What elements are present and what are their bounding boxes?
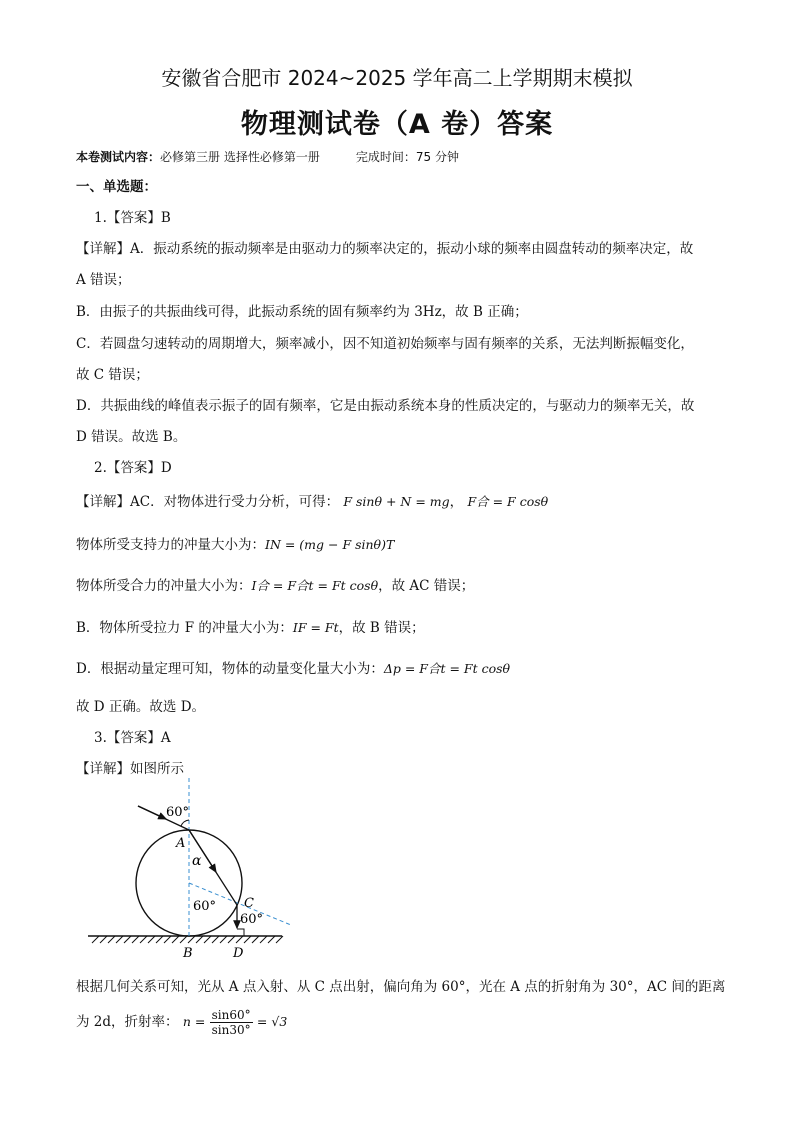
q2-equation-2: F合 = F cosθ <box>467 494 549 509</box>
q2-detail-3-text: 物体所受合力的冲量大小为： <box>76 578 252 594</box>
q3-n: n = <box>182 1014 206 1029</box>
q2-detail-5 <box>76 657 510 677</box>
document-subtitle: 物理测试卷（A 卷）答案 <box>240 109 554 140</box>
right-angle-mark <box>237 929 244 936</box>
time-value: 75 分钟 <box>415 150 459 164</box>
q2-detail-6: 故 D 正确。故选 D。 <box>76 699 206 715</box>
incident-arrow <box>138 806 166 819</box>
q2-equation-3: IN = (mg − F sinθ)T <box>265 537 395 552</box>
q2-detail-5-text: D．根据动量定理可知，物体的动量变化量大小为： <box>76 661 384 677</box>
q1-detail-3: B．由振子的共振曲线可得，此振动系统的固有频率约为 3Hz，故 B 正确； <box>76 304 528 320</box>
q3-answer: 3.【答案】A <box>94 730 171 746</box>
q2-detail-4 <box>76 616 425 636</box>
content-value: 必修第三册 选择性必修第一册 <box>160 150 320 164</box>
q1-detail-1: 【详解】A．振动系统的振动频率是由驱动力的频率决定的，振动小球的频率由圆盘转动的频率决定，故 <box>76 241 694 257</box>
q1-detail-5: 故 C 错误； <box>76 367 149 383</box>
q2-detail-1-text: 【详解】AC．对物体进行受力分析，可得： <box>76 494 340 510</box>
q2-equation-4: I合 = F合t = Ft cosθ <box>251 578 379 593</box>
angle-arc-top <box>181 820 189 826</box>
optics-diagram <box>86 770 306 960</box>
time-label: 完成时间： <box>355 150 416 164</box>
label-d: D <box>233 946 244 960</box>
label-c: C <box>244 896 254 911</box>
q2-equation-1: F sinθ + N = mg <box>343 494 450 509</box>
q2-equation-6: Δp = F合t = Ft cosθ <box>383 661 511 676</box>
q2-equation-5: IF = Ft <box>292 620 339 635</box>
label-60-right: 60° <box>240 912 264 927</box>
q1-detail-7: D 错误。故选 B。 <box>76 429 187 445</box>
q2-detail-4-text: B．物体所受拉力 F 的冲量大小为： <box>76 620 293 636</box>
q3-fraction <box>210 1008 253 1037</box>
q2-detail-3 <box>76 574 474 594</box>
q3-result: = √3 <box>256 1014 288 1029</box>
q2-answer: 2.【答案】D <box>94 460 172 476</box>
q1-detail-4: C．若圆盘匀速转动的周期增大，频率减小，因不知道初始频率与固有频率的关系，无法判断振幅变化， <box>76 336 694 352</box>
q1-answer: 1.【答案】B <box>94 210 171 226</box>
section-heading: 一、单选题： <box>76 179 157 195</box>
document-title: 安徽省合肥市 2024~2025 学年高二上学期期末模拟 <box>161 66 633 90</box>
q1-detail-2: A 错误； <box>76 272 131 288</box>
q3-detail-1: 【详解】如图所示 <box>76 761 184 777</box>
label-60-mid: 60° <box>193 899 217 914</box>
test-meta <box>76 148 459 165</box>
q3-fraction-num: sin60° <box>211 1008 251 1022</box>
q2-detail-1: 【详解】AC．对物体进行受力分析，可得： F sinθ + N = mg， F合 = F cosθ <box>76 494 549 510</box>
q2-detail-2-text: 物体所受支持力的冲量大小为： <box>76 537 265 553</box>
label-a: A <box>176 836 186 851</box>
q3-detail-3 <box>76 1008 287 1037</box>
label-b: B <box>183 946 193 960</box>
ground-hatch <box>92 936 283 943</box>
q3-fraction-den: sin30° <box>211 1023 251 1037</box>
q3-detail-3-text: 为 2d，折射率： <box>76 1014 179 1030</box>
q1-detail-6: D．共振曲线的峰值表示振子的固有频率，它是由振动系统本身的性质决定的，与驱动力的频率无关，故 <box>76 398 695 414</box>
q2-detail-3-tail: ，故 AC 错误； <box>378 578 475 594</box>
label-alpha: α <box>192 853 202 869</box>
label-60-top: 60° <box>166 805 190 820</box>
q3-detail-2: 根据几何关系可知，光从 A 点入射、从 C 点出射，偏向角为 60°，光在 A 点的折射角为 30°，AC 间的距离 <box>76 979 726 995</box>
q2-detail-2 <box>76 533 394 553</box>
q2-detail-4-tail: ，故 B 错误； <box>338 620 425 636</box>
content-label: 本卷测试内容： <box>76 150 161 164</box>
